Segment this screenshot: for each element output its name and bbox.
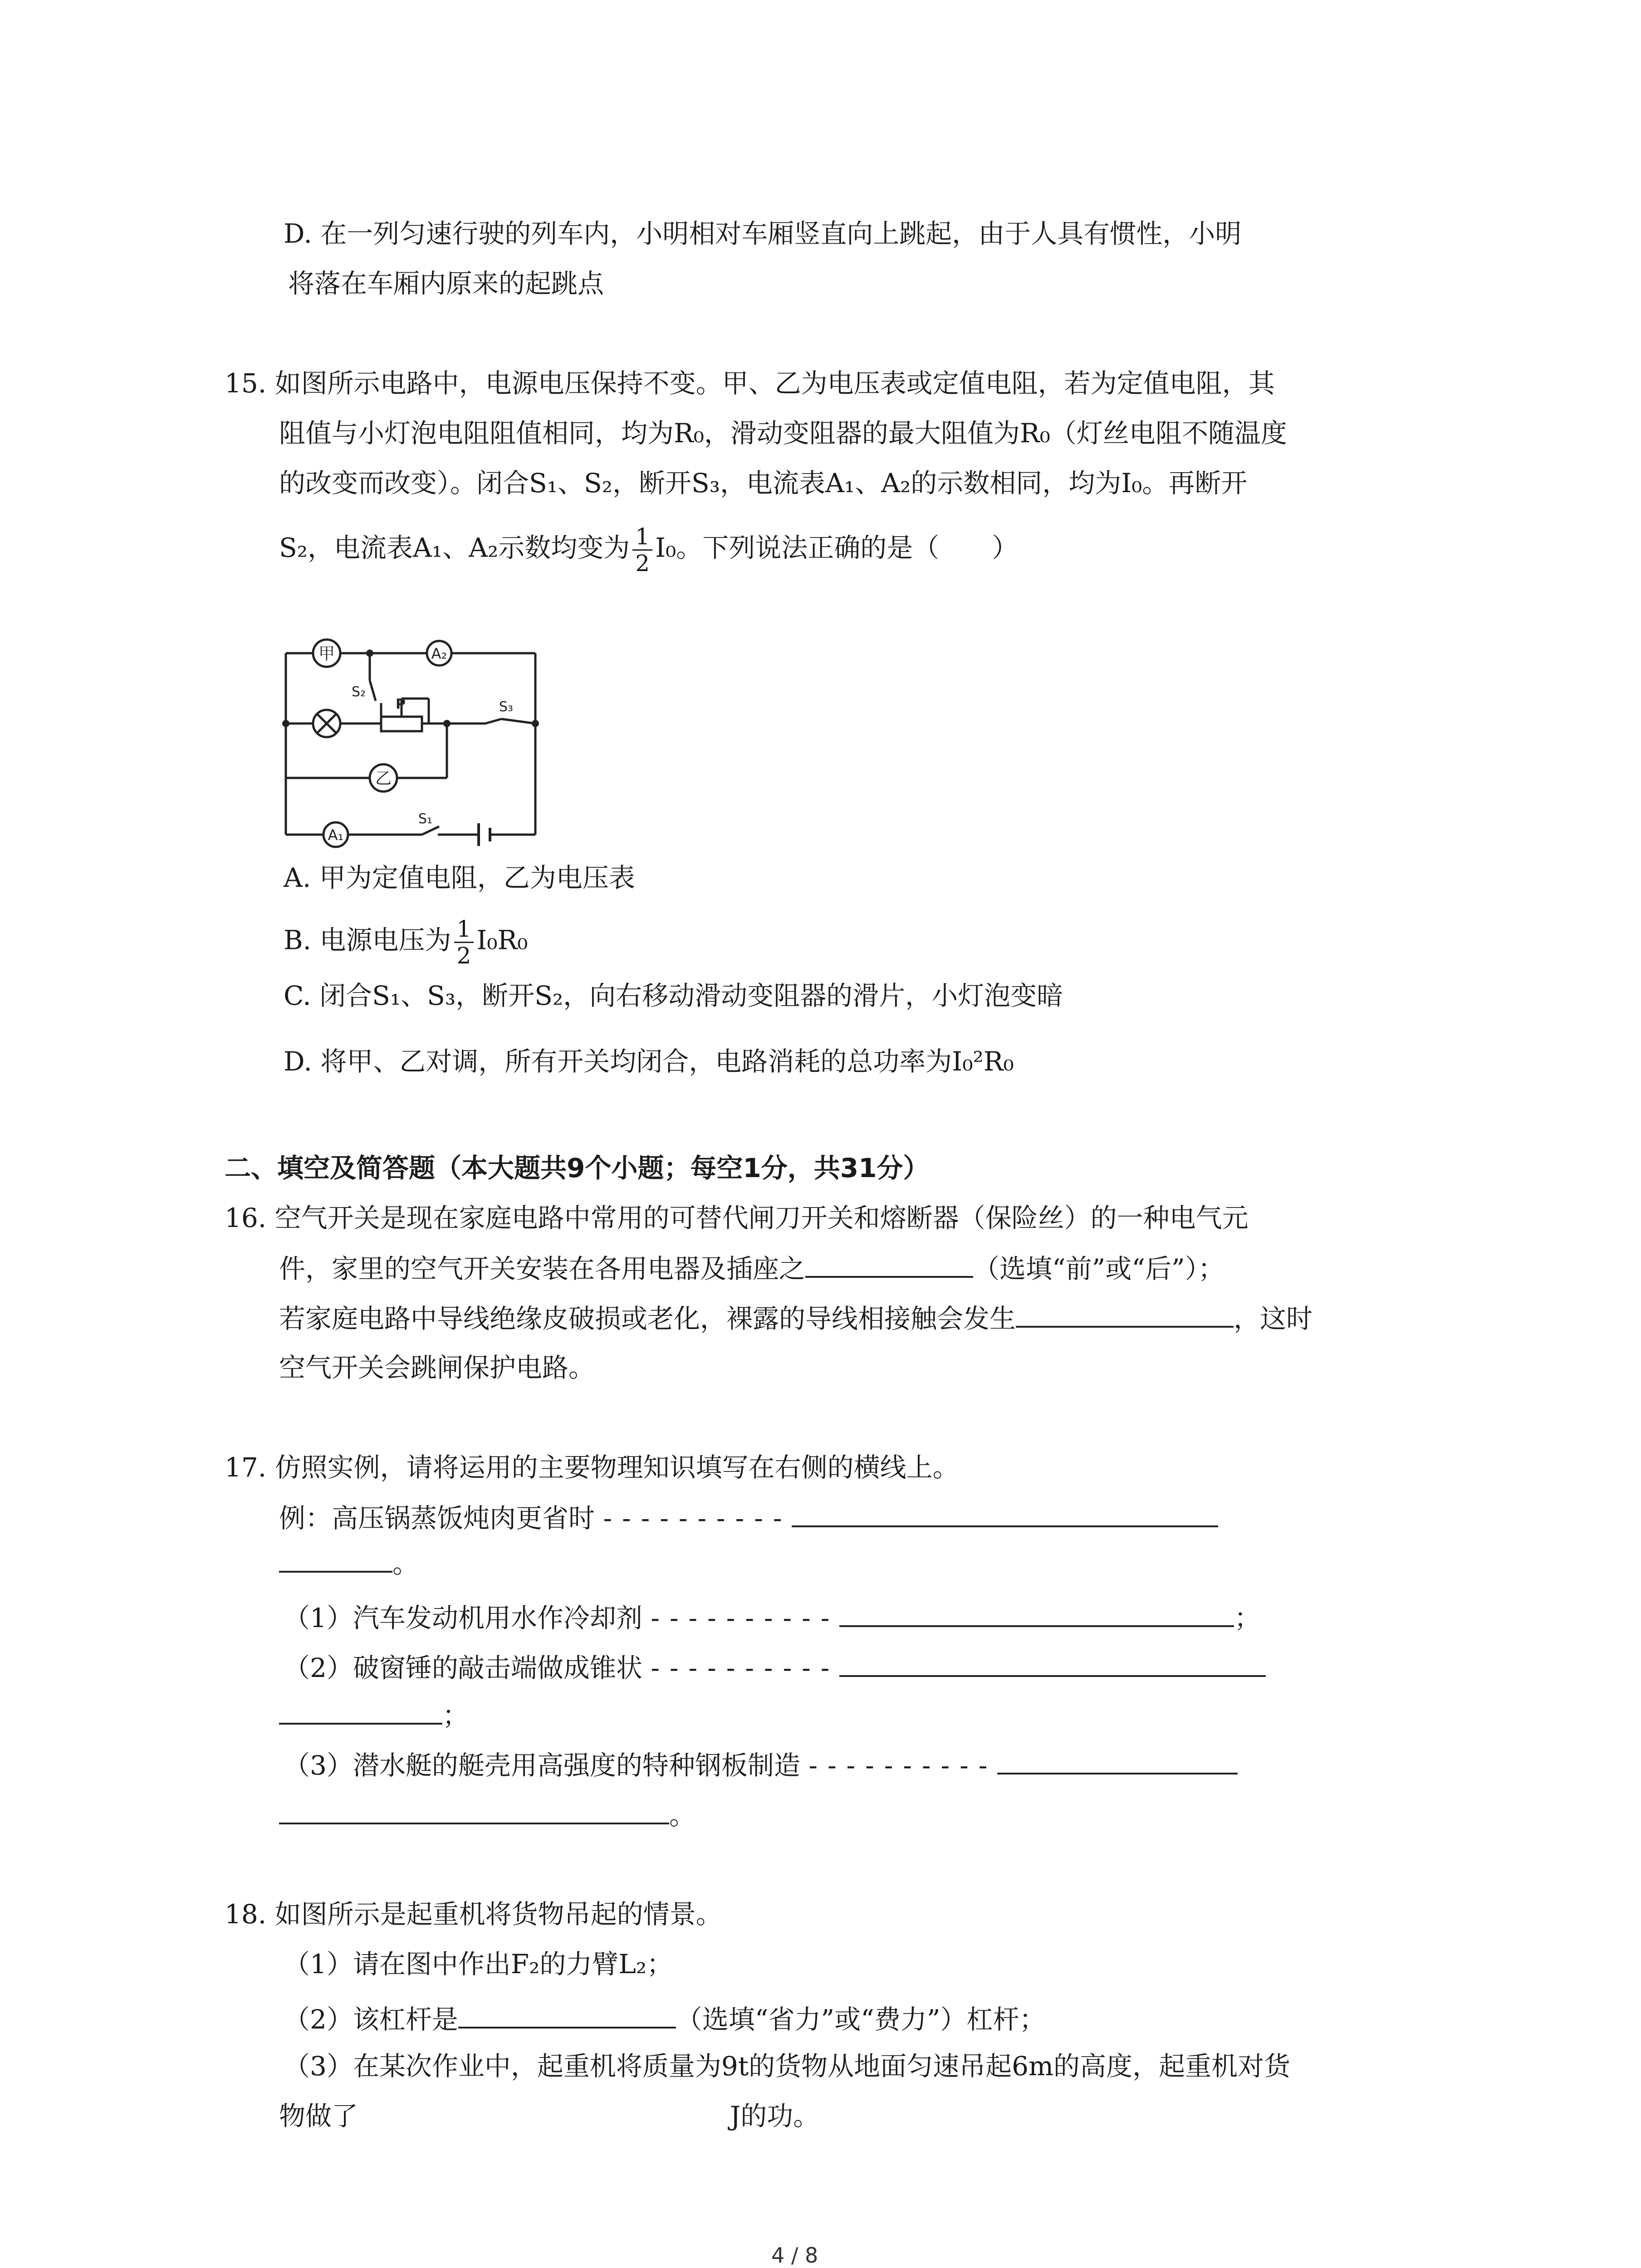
q15-stem-line1: 15. 如图所示电路中，电源电压保持不变。甲、乙为电压表或定值电阻，若为定值电阻，其 (225, 368, 1275, 399)
q17-example-blank-cont[interactable] (279, 1545, 392, 1573)
q17-example-blank[interactable] (792, 1499, 1218, 1527)
q17-item2 (284, 1649, 1266, 1686)
fraction-denominator: 2 (635, 550, 650, 577)
lamp (313, 710, 340, 737)
s2-label: S₂ (352, 684, 366, 700)
q17-item2-dashes: ---------- (651, 1652, 840, 1683)
q17-item1-text: （1）汽车发动机用水作冷却剂 (284, 1603, 642, 1633)
fraction-one-half (632, 524, 652, 576)
q16-blank-1[interactable] (805, 1250, 973, 1278)
q16-line1: 16. 空气开关是现在家庭电路中常用的可替代闸刀开关和熔断器（保险丝）的一种电气元 (225, 1202, 1249, 1233)
ammeter-a1 (323, 822, 348, 847)
q17-item2-text: （2）破窗锤的敲击端做成锥状 (284, 1652, 642, 1683)
q17-example (279, 1499, 1218, 1536)
q16-line2-post: （选填“前”或“后”）； (973, 1253, 1225, 1284)
q16-line3 (279, 1300, 1313, 1337)
q17-item1-dashes: ---------- (651, 1603, 840, 1633)
q18-blank-lever[interactable] (458, 2000, 676, 2028)
q18-item2-post: （选填“省力”或“费力”）杠杆； (676, 2004, 1046, 2035)
q17-item3-end: 。 (669, 1800, 696, 1831)
jia-element (313, 640, 340, 667)
q18-item2-pre: （2）该杠杆是 (284, 2004, 458, 2035)
q17-item3-text: （3）潜水艇的艇壳用高强度的特种钢板制造 (284, 1750, 800, 1781)
q17-item2-cont (279, 1696, 469, 1734)
q18-item3b-pre: 物做了 (279, 2101, 358, 2131)
q17-item3 (284, 1746, 1238, 1784)
q17-example-text: 例：高压锅蒸饭炖肉更省时 (279, 1503, 595, 1534)
p-label: P (396, 696, 406, 712)
q15-stem-line2: 阻值与小灯泡电阻阻值相同，均为R₀，滑动变阻器的最大阻值为R₀（灯丝电阻不随温度 (279, 418, 1287, 449)
q17-item3-blank[interactable] (997, 1746, 1238, 1774)
q17-example-dashes: ---------- (603, 1503, 792, 1534)
q15-option-a: A. 甲为定值电阻，乙为电压表 (284, 862, 635, 893)
a2-label: A₂ (431, 645, 447, 662)
fraction-numerator: 1 (632, 524, 652, 551)
q17-example-period: 。 (392, 1548, 419, 1579)
q15-stem-line4-pre: S₂，电流表A₁、A₂示数均变为 (279, 532, 630, 563)
q17-item3-cont (279, 1796, 696, 1833)
s3-label: S₃ (499, 699, 514, 715)
section-two-heading: 二、填空及简答题（本大题共9个小题；每空1分，共31分） (225, 1153, 930, 1183)
q15-option-b-pre: B. 电源电压为 (284, 924, 451, 956)
q15-stem-line4 (279, 524, 1018, 576)
q17-example-cont (279, 1545, 419, 1582)
s1-label: S₁ (418, 811, 433, 827)
q17-item2-end: ； (442, 1700, 469, 1731)
q16-line3-pre: 若家庭电路中导线绝缘皮破损或老化，裸露的导线相接触会发生 (279, 1303, 1016, 1334)
q17-item1-blank[interactable] (839, 1599, 1234, 1627)
page-number: 4 / 8 (771, 2243, 818, 2268)
q14-option-d-line1: D. 在一列匀速行驶的列车内，小明相对车厢竖直向上跳起，由于人具有惯性，小明 (284, 218, 1242, 249)
fraction-one-half-b (454, 916, 474, 968)
q16-line3-post: ，这时 (1234, 1303, 1313, 1334)
q17-item1-end: ； (1234, 1603, 1261, 1633)
q18-item1: （1）请在图中作出F₂的力臂L₂； (284, 1949, 673, 1980)
jia-label: 甲 (318, 645, 335, 663)
q18-item3: （3）在某次作业中，起重机将质量为9t的货物从地面匀速吊起6m的高度，起重机对货 (284, 2051, 1291, 2082)
q17-item2-blank-cont[interactable] (279, 1696, 442, 1725)
q18-item3b (279, 2098, 819, 2134)
q15-stem-line4-post: I₀。下列说法正确的是（ ） (655, 532, 1019, 563)
circuit-diagram (272, 631, 563, 848)
q17-line1: 17. 仿照实例，请将运用的主要物理知识填写在右侧的横线上。 (225, 1452, 959, 1483)
q18-line1: 18. 如图所示是起重机将货物吊起的情景。 (225, 1899, 722, 1930)
q15-stem-line3: 的改变而改变）。闭合S₁、S₂，断开S₃，电流表A₁、A₂的示数相同，均为I₀。再断开 (279, 468, 1248, 499)
fraction-denominator-b: 2 (456, 943, 471, 969)
ammeter-a2 (427, 641, 451, 665)
q18-item3b-post: J的功。 (730, 2101, 820, 2131)
q17-item1 (284, 1599, 1260, 1636)
q17-item2-blank[interactable] (839, 1649, 1266, 1677)
q15-option-c: C. 闭合S₁、S₃，断开S₂，向右移动滑动变阻器的滑片，小灯泡变暗 (284, 980, 1063, 1011)
fraction-numerator-b: 1 (454, 916, 474, 943)
q15-option-b (284, 916, 528, 968)
a1-label: A₁ (328, 826, 344, 844)
q15-option-b-post: I₀R₀ (476, 924, 528, 956)
yi-element (370, 764, 397, 792)
q16-line2 (279, 1250, 1225, 1287)
q15-option-d: D. 将甲、乙对调，所有开关均闭合，电路消耗的总功率为I₀²R₀ (284, 1046, 1014, 1077)
q18-item2 (284, 2000, 1046, 2038)
q16-line4: 空气开关会跳闸保护电路。 (279, 1352, 595, 1383)
q17-item3-dashes: ---------- (808, 1750, 998, 1781)
q16-blank-2[interactable] (1016, 1300, 1234, 1328)
q14-option-d-line2: 将落在车厢内原来的起跳点 (288, 268, 604, 299)
yi-label: 乙 (375, 769, 392, 788)
q17-item3-blank-cont[interactable] (279, 1796, 669, 1824)
q16-line2-pre: 件，家里的空气开关安装在各用电器及插座之 (279, 1253, 806, 1284)
